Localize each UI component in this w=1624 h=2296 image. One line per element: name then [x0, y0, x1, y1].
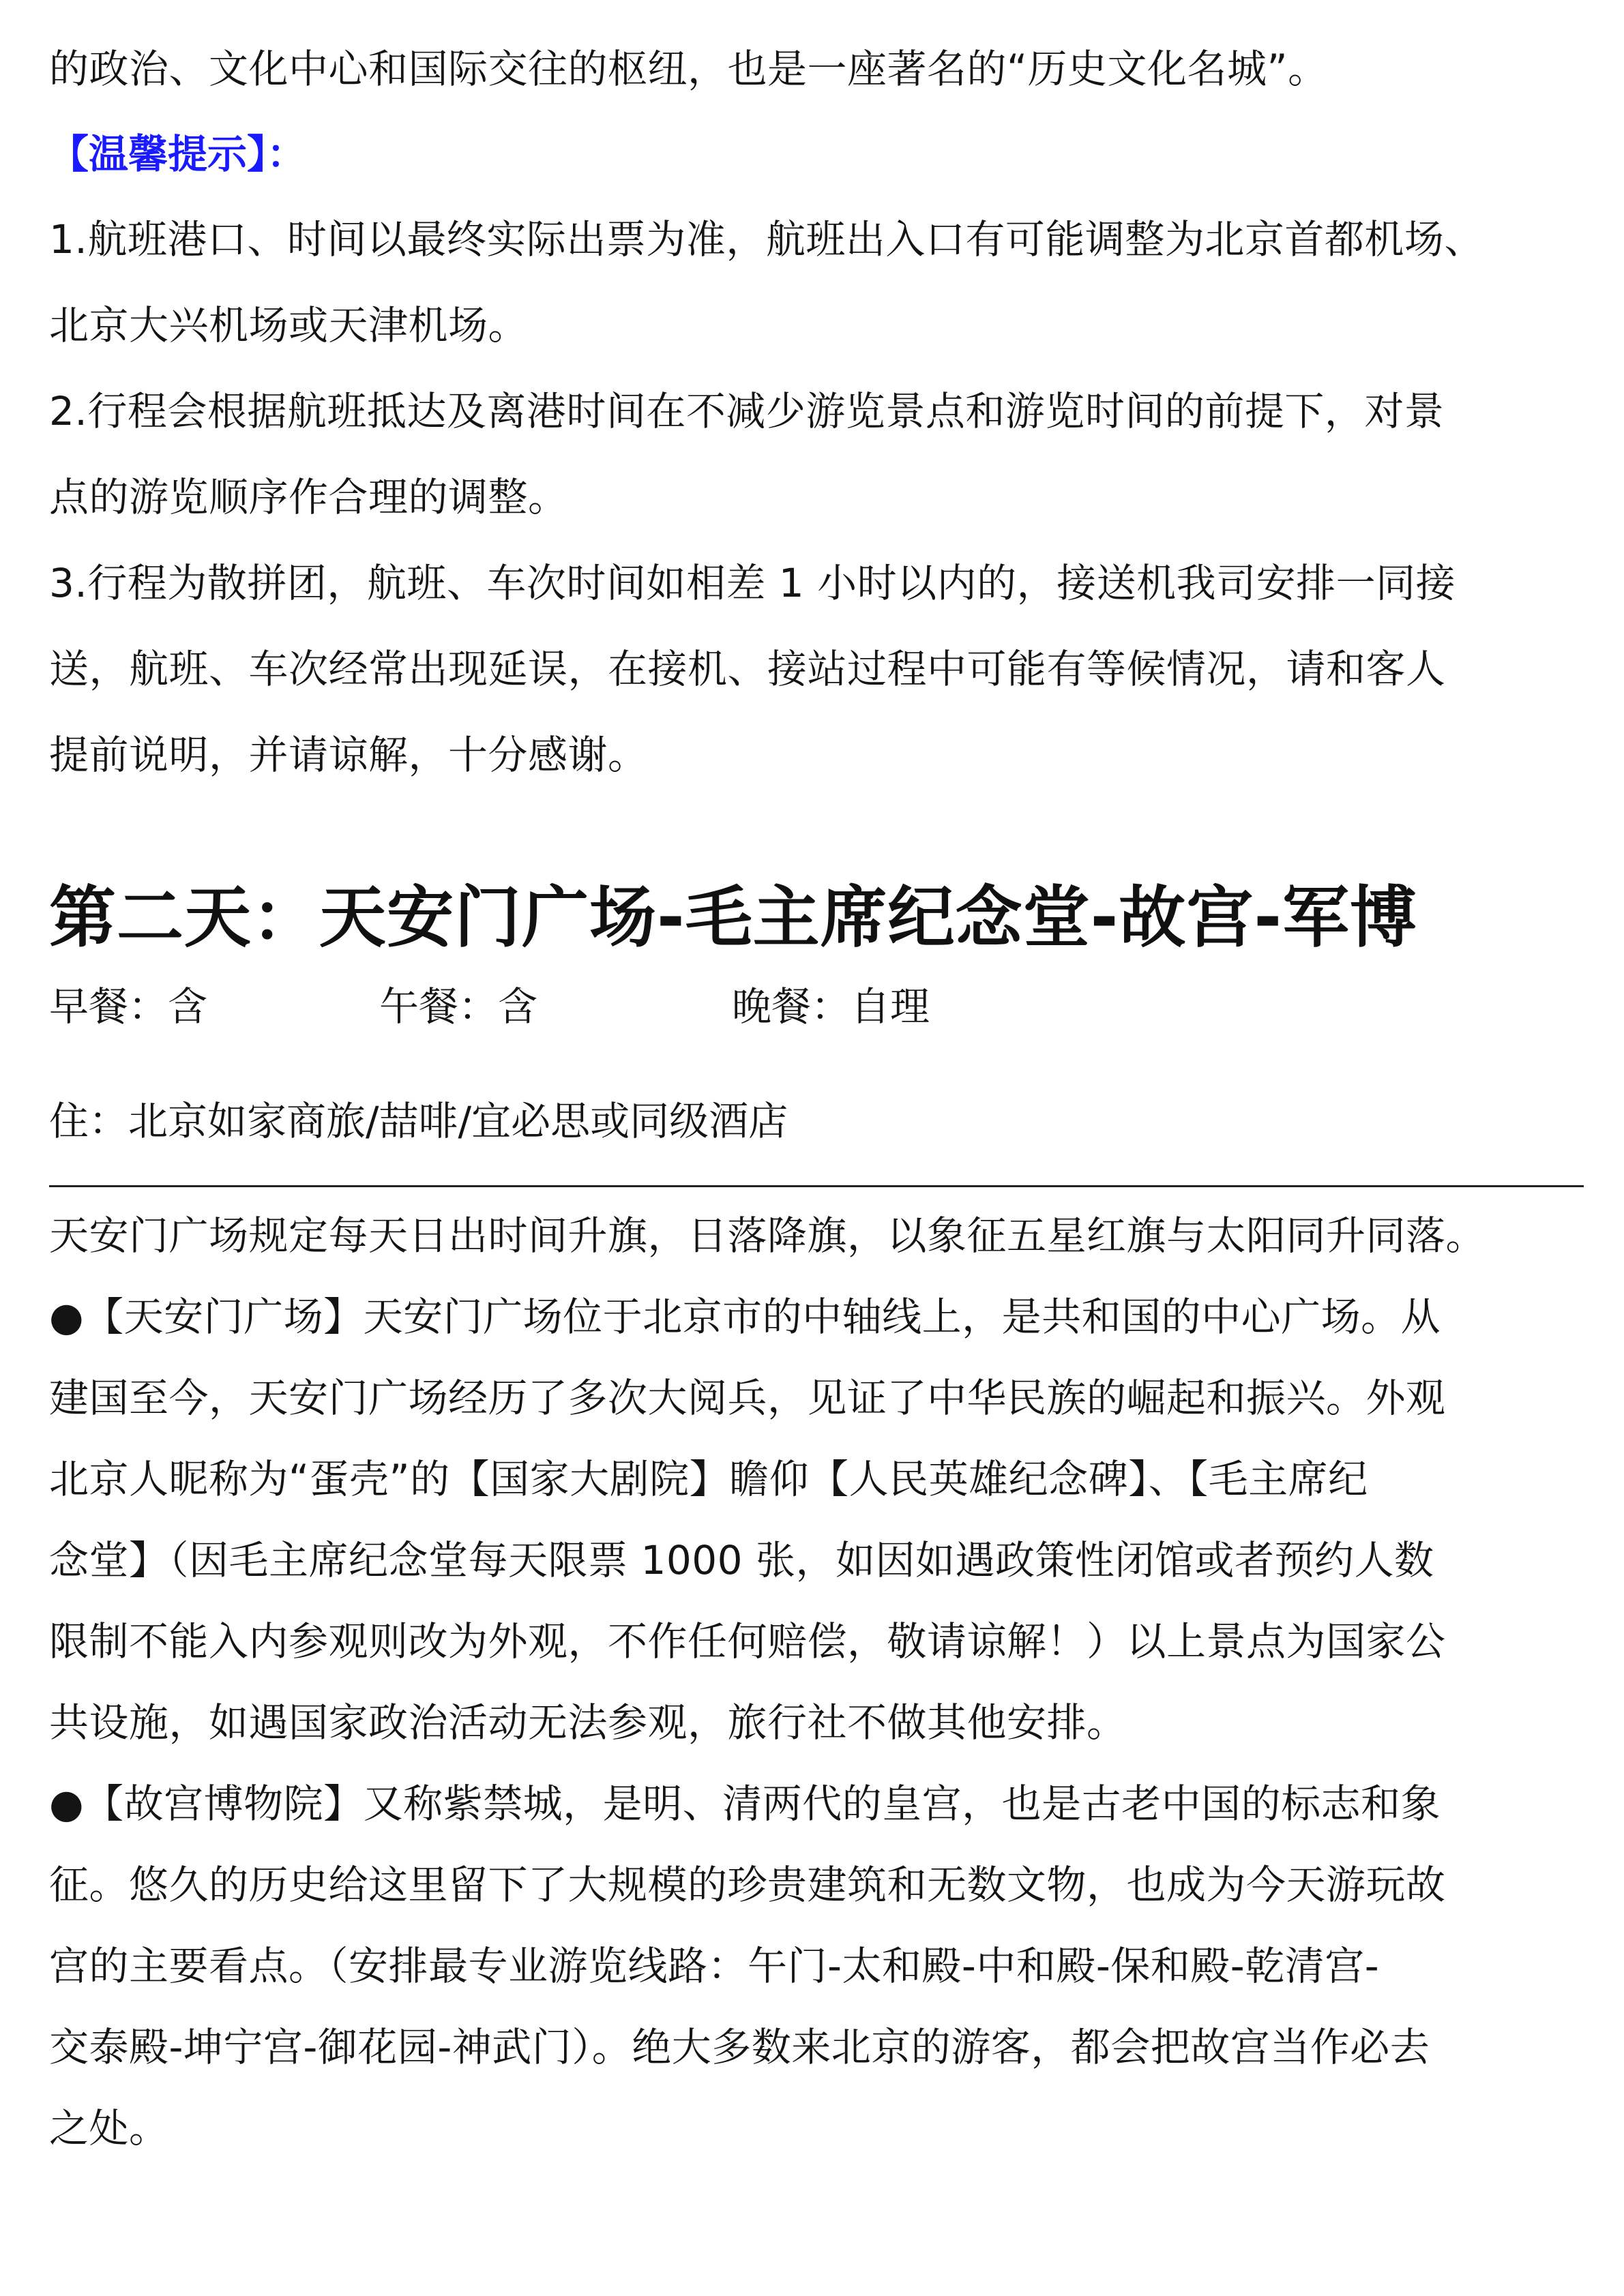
- intro-paragraph: 的政治、文化中心和国际交往的枢纽，也是一座著名的“历史文化名城”。: [49, 46, 1328, 92]
- flag-ceremony-paragraph: 天安门广场规定每天日出时间升旗，日落降旗，以象征五星红旗与太阳同升同落。: [49, 1212, 1486, 1259]
- section-divider: [49, 1185, 1584, 1187]
- itinerary-page: [49, 26, 1584, 2169]
- meal-breakfast: 早餐：含: [49, 983, 208, 1030]
- tip-item-3: 3.行程为散拼团，航班、车次时间如相差 1 小时以内的，接送机我司安排一同接 送，航班、车次经常出现延误，在接机、接站过程中可能有等候情况，请和客人 提前说明，并请谅解，十分感谢。: [49, 560, 1456, 778]
- tip-item-2: 2.行程会根据航班抵达及离港时间在不减少游览景点和游览时间的前提下，对景 点的游览顺序作合理的调整。: [49, 388, 1445, 520]
- meal-lunch: 午餐：含: [379, 983, 538, 1030]
- meal-dinner: 晚餐：自理: [732, 983, 930, 1030]
- day-title: 第二天：天安门广场-毛主席纪念堂-故宫-军博: [49, 879, 1418, 957]
- tip-item-1: 1.航班港口、时间以最终实际出票为准，航班出入口有可能调整为北京首都机场、 北京大兴机场或天津机场。: [49, 216, 1484, 348]
- accommodation-line: 住：北京如家商旅/喆啡/宜必思或同级酒店: [49, 1098, 788, 1144]
- tiananmen-paragraph: ●【天安门广场】天安门广场位于北京市的中轴线上，是共和国的中心广场。从 建国至今，天安门广场经历了多次大阅兵，见证了中华民族的崛起和振兴。外观 北京人昵称为“蛋壳”的【国家大剧院】瞻仰【人民英雄纪念碑】、【毛主席纪 念堂】（因毛主席纪念堂每天限票 1000 张，如因如遇政策性闭馆或者预约人数 限制不能入内参观则改为外观，不作任何赔偿，敬请谅解！）以上景点为国家公 共设施，如遇国家政治活动无法参观，旅行社不做其他安排。: [49, 1294, 1446, 1746]
- tips-heading: 【温馨提示】：: [49, 131, 307, 177]
- forbidden-city-paragraph: ●【故宫博物院】又称紫禁城，是明、清两代的皇宫，也是古老中国的标志和象 征。悠久的历史给这里留下了大规模的珍贵建筑和无数文物，也成为今天游玩故 宫的主要看点。（安排最专业游览线路：午门-太和殿-中和殿-保和殿-乾清宫- 交泰殿-坤宁宫-御花园-神武门）。绝大多数来北京的游客，都会把故宫当作必去 之处。: [49, 1780, 1446, 2151]
- section-spacer: [49, 798, 1584, 870]
- meals-row: [49, 970, 1584, 1043]
